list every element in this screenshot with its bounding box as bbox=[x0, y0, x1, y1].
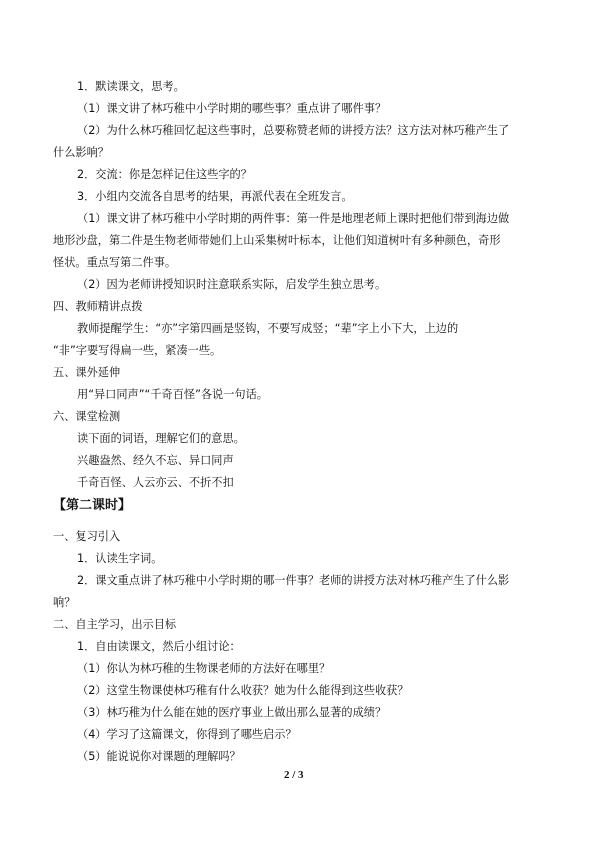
text-line: （1）课文讲了林巧稚中小学时期的哪些事？重点讲了哪件事？ bbox=[77, 102, 387, 115]
text-line: （2）这堂生物课使林巧稚有什么收获？她为什么能得到这些收获？ bbox=[77, 684, 409, 697]
text-line: 用“异口同声”“千奇百怪”各说一句话。 bbox=[77, 388, 268, 401]
lesson-heading: 【第二课时】 bbox=[53, 498, 132, 513]
text-line: （1）课文讲了林巧稚中小学时期的两件事：第一件是地理老师上课时把他们带到海边做 bbox=[77, 212, 510, 225]
text-line: 响？ bbox=[53, 596, 76, 609]
text-line: 地形沙盘，第二件是生物老师带她们上山采集树叶标本，让他们知道树叶有多种颜色，奇形 bbox=[53, 234, 501, 247]
text-line: （1）你认为林巧稚的生物课老师的方法好在哪里？ bbox=[77, 662, 331, 675]
text-line: 2．交流：你是怎样记住这些字的？ bbox=[77, 168, 252, 181]
text-line: 怪状。重点写第二件事。 bbox=[53, 256, 177, 269]
text-line: 1．自由读课文，然后小组讨论： bbox=[77, 640, 241, 653]
page-number: 2 / 3 bbox=[284, 769, 304, 781]
text-line: 2．课文重点讲了林巧稚中小学时期的哪一件事？老师的讲授方法对林巧稚产生了什么影 bbox=[77, 574, 510, 587]
text-line: （3）林巧稚为什么能在她的医疗事业上做出那么显著的成绩？ bbox=[77, 706, 387, 719]
section-heading: 一、复习引入 bbox=[53, 530, 121, 543]
text-line: 教师提醒学生：“亦”字第四画是竖钩，不要写成竖；“辈”字上小下大，上边的 bbox=[77, 322, 459, 335]
text-line: 兴趣盎然、经久不忘、异口同声 bbox=[77, 454, 234, 467]
text-line: “非”字要写得扁一些，紧凑一些。 bbox=[53, 344, 222, 357]
section-heading: 二、自主学习，出示目标 bbox=[53, 618, 177, 631]
text-line: 1．默读课文，思考。 bbox=[77, 80, 185, 93]
text-line: （5）能说说你对课题的理解吗？ bbox=[77, 750, 241, 763]
text-line: 什么影响？ bbox=[53, 146, 109, 159]
section-heading: 五、课外延伸 bbox=[53, 366, 121, 379]
text-line: 1．认读生字词。 bbox=[77, 552, 163, 565]
text-line: 3．小组内交流各自思考的结果，再派代表在全班发言。 bbox=[77, 190, 353, 203]
text-line: 读下面的词语，理解它们的意思。 bbox=[77, 432, 245, 445]
text-line: （2）为什么林巧稚回忆起这些事时，总要称赞老师的讲授方法？这方法对林巧稚产生了 bbox=[77, 124, 510, 137]
text-line: （4）学习了这篇课文，你得到了哪些启示？ bbox=[77, 728, 297, 741]
text-line: 千奇百怪、人云亦云、不折不扣 bbox=[77, 476, 234, 489]
section-heading: 四、教师精讲点拨 bbox=[53, 300, 143, 313]
section-heading: 六、课堂检测 bbox=[53, 410, 121, 423]
text-line: （2）因为老师讲授知识时注意联系实际，启发学生独立思考。 bbox=[77, 278, 387, 291]
